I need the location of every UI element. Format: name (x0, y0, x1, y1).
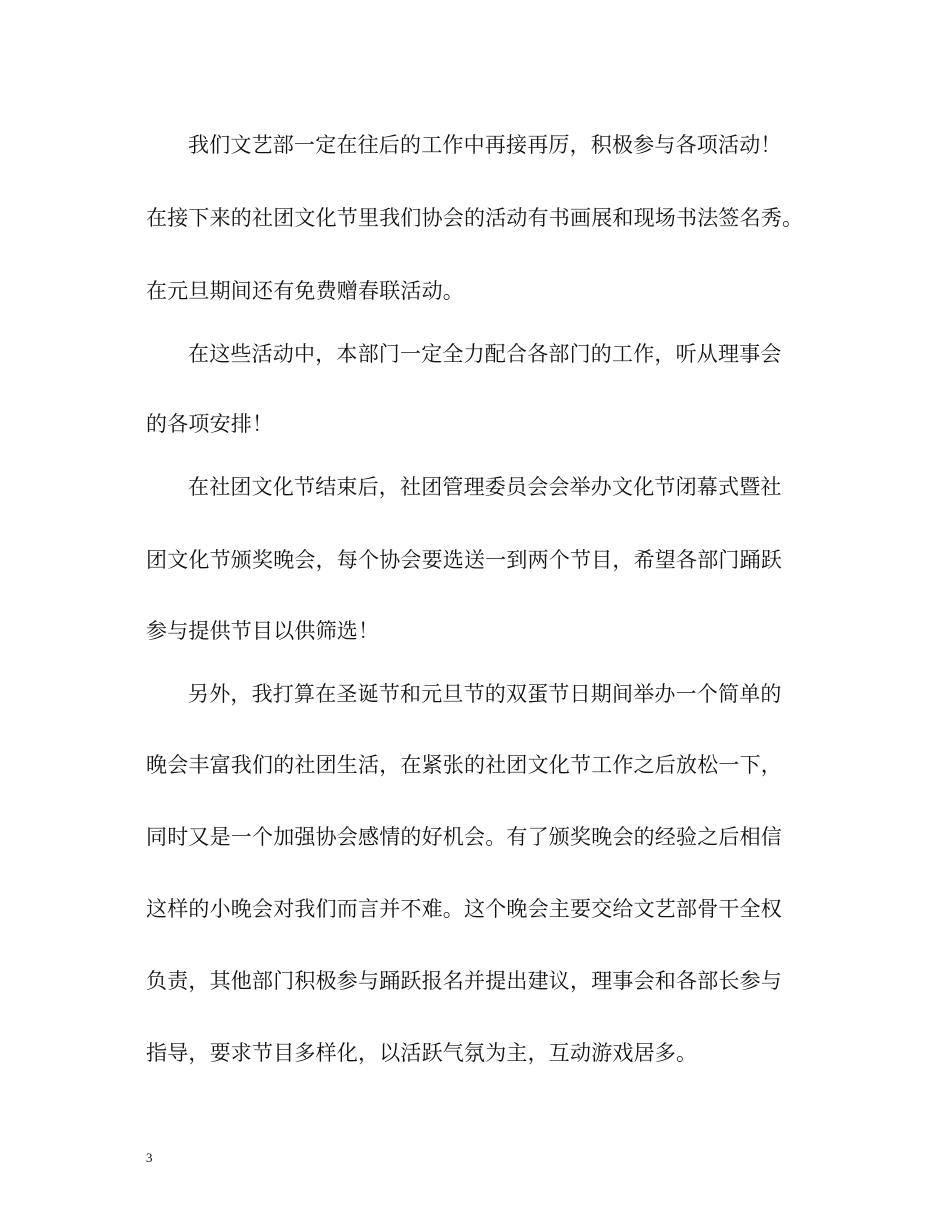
paragraph-line: 参与提供节目以供筛选！ (146, 619, 380, 643)
paragraph-line: 在元旦期间还有免费赠春联活动。 (146, 279, 464, 303)
page-number: 3 (146, 1150, 153, 1165)
paragraph-line: 我们文艺部一定在往后的工作中再接再厉，积极参与各项活动！ (188, 133, 782, 157)
paragraph-line: 的各项安排！ (146, 412, 274, 436)
paragraph-line: 团文化节颁奖晚会，每个协会要选送一到两个节目，希望各部门踊跃 (146, 548, 782, 572)
paragraph-line: 晚会丰富我们的社团生活，在紧张的社团文化节工作之后放松一下， (146, 753, 782, 777)
paragraph-line: 指导，要求节目多样化，以活跃气氛为主，互动游戏居多。 (146, 1041, 698, 1065)
paragraph-line: 这样的小晚会对我们而言并不难。这个晚会主要交给文艺部骨干全权 (146, 897, 782, 921)
paragraph-line: 在这些活动中，本部门一定全力配合各部门的工作，听从理事会 (188, 342, 782, 366)
paragraph-line: 负责，其他部门积极参与踊跃报名并提出建议，理事会和各部长参与 (146, 969, 782, 993)
paragraph-line: 在接下来的社团文化节里我们协会的活动有书画展和现场书法签名秀。 (146, 206, 804, 230)
paragraph-line: 同时又是一个加强协会感情的好机会。有了颁奖晚会的经验之后相信 (146, 825, 782, 849)
paragraph-line: 另外，我打算在圣诞节和元旦节的双蛋节日期间举办一个简单的 (188, 682, 782, 706)
paragraph-line: 在社团文化节结束后，社团管理委员会会举办文化节闭幕式暨社 (188, 475, 782, 499)
